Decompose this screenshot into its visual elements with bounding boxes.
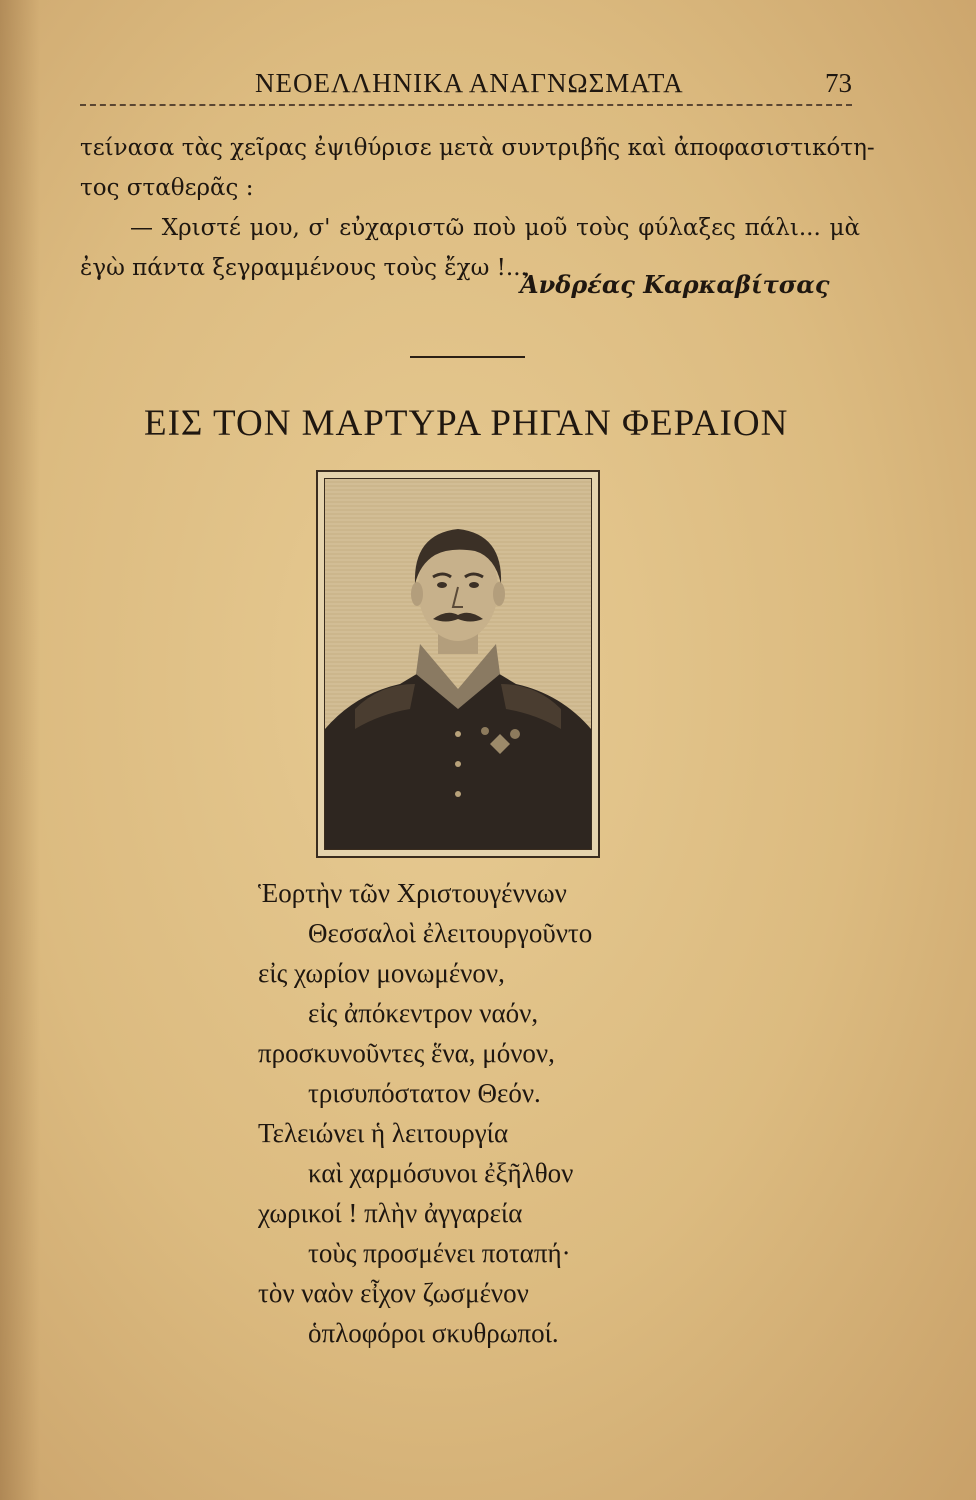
prose-line: ἐγὼ πάντα ξεγραμμένους τοὺς ἔχω !...	[80, 255, 528, 281]
poem-line: Τελειώνει ἡ λειτουργία	[258, 1118, 509, 1148]
poem-line: εἰς χωρίον μονωμένον,	[258, 958, 505, 988]
header-title: ΝΕΟΕΛΛΗΝΙΚΑ ΑΝΑΓΝΩΣΜΑΤΑ	[255, 68, 684, 98]
page-edge-shadow	[0, 0, 40, 1500]
page-number: 73	[825, 68, 852, 98]
poem-title: ΕΙΣ ΤΟΝ ΜΑΡΤΥΡΑ ΡΗΓΑΝ ΦΕΡΑΙΟΝ	[144, 403, 789, 444]
poem-line: ὁπλοφόροι σκυθρωποί.	[308, 1318, 559, 1348]
section-divider	[410, 356, 525, 358]
poem-line: τὸν ναὸν εἶχον ζωσμένον	[258, 1278, 529, 1308]
poem-line: τρισυπόστατον Θεόν.	[308, 1078, 541, 1108]
author-signature: Ἀνδρέας Καρκαβίτσας	[520, 270, 830, 299]
prose-line: τείνασα τὰς χεῖρας ἐψιθύρισε μετὰ συντριβῆς καὶ ἀποφασιστικότη-	[80, 135, 875, 161]
prose-paragraph	[80, 128, 875, 288]
poem-line: καὶ χαρμόσυνοι ἐξῆλθον	[308, 1158, 574, 1188]
poem-line: προσκυνοῦντες ἕνα, μόνον,	[258, 1038, 555, 1068]
poem-line: τοὺς προσμένει ποταπή·	[308, 1238, 571, 1268]
prose-line: τος σταθερᾶς :	[80, 175, 254, 201]
poem-line: Ἑορτὴν τῶν Χριστουγέννων	[258, 878, 567, 908]
running-header	[80, 68, 852, 106]
portrait-frame	[316, 470, 600, 858]
poem-line: εἰς ἀπόκεντρον ναόν,	[308, 998, 539, 1028]
poem-line: Θεσσαλοὶ ἐλειτουργοῦντο	[308, 918, 593, 948]
portrait-engraving	[324, 478, 592, 850]
poem-line: χωρικοί ! πλὴν ἀγγαρεία	[258, 1198, 523, 1228]
prose-line: — Χριστέ μου, σ' εὐχαριστῶ ποὺ μοῦ τοὺς φύλαξες πάλι... μὰ	[130, 215, 860, 241]
